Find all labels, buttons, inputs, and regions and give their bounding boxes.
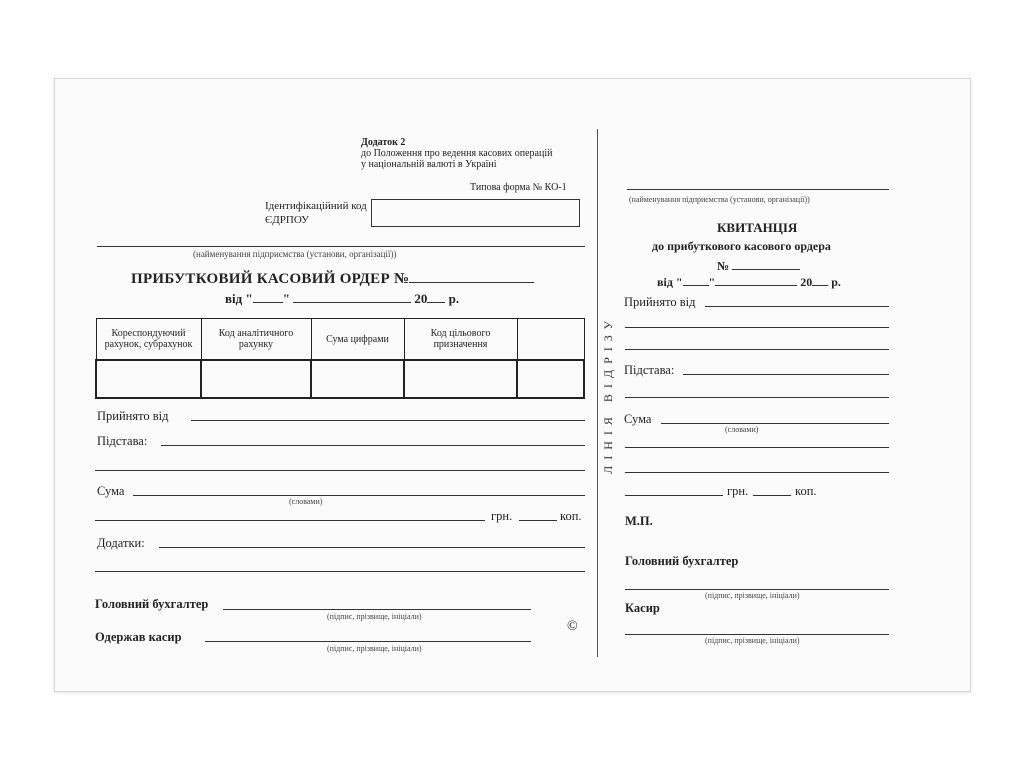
receipt-date-suffix: р.	[831, 275, 841, 289]
chief-accountant-sign-caption: (підпис, прізвище, ініціали)	[327, 612, 422, 621]
org-caption: (найменування підприємства (установи, організації))	[193, 249, 397, 259]
receipt-sum-in-words-caption: (словами)	[725, 425, 759, 434]
basis-line-2[interactable]	[95, 470, 585, 471]
receipt-org-caption: (найменування підприємства (установи, організації))	[629, 195, 810, 204]
sum-label: Сума	[97, 484, 125, 498]
table-header-cell: Кореспондуючий рахунок, субрахунок	[96, 319, 201, 361]
kop-label: коп.	[560, 509, 582, 523]
accounts-table	[95, 318, 585, 399]
receipt-number-row	[717, 259, 800, 274]
receipt-received-from-line[interactable]	[705, 306, 889, 307]
kop-field[interactable]	[519, 520, 557, 521]
date-suffix: р.	[448, 291, 460, 306]
receipt-date-month-field[interactable]	[715, 285, 797, 286]
date-month-field[interactable]	[293, 302, 411, 303]
receipt-cashier-sign-caption: (підпис, прізвище, ініціали)	[705, 636, 800, 645]
table-header-cell	[517, 319, 584, 361]
appendix-line-1: до Положення про ведення касових операцій	[361, 148, 553, 159]
date-mid: "	[282, 291, 290, 306]
receipt-received-line-2[interactable]	[625, 327, 889, 328]
receipt-basis-label: Підстава:	[624, 363, 675, 377]
table-cell[interactable]	[311, 360, 404, 398]
order-title	[131, 271, 534, 288]
receipt-date-row	[657, 275, 841, 290]
appendix-line-2: у національній валюті в Україні	[361, 159, 497, 170]
uah-label: грн.	[491, 509, 513, 523]
receipt-sum-label: Сума	[624, 412, 652, 426]
seal-mark: ©	[567, 619, 578, 634]
receipt-kop-label: коп.	[795, 484, 817, 498]
receipt-sum-line-3[interactable]	[625, 472, 889, 473]
date-day-field[interactable]	[253, 302, 283, 303]
appendix-title: Додаток 2	[361, 137, 406, 148]
cash-order-sheet	[54, 78, 971, 692]
appendix-note	[361, 137, 552, 170]
receipt-subtitle: до прибуткового касового ордера	[652, 239, 831, 253]
receipt-date-prefix: від "	[657, 275, 683, 289]
cut-line	[597, 129, 598, 657]
org-name-line[interactable]	[97, 246, 585, 247]
receipt-sum-line-2[interactable]	[625, 447, 889, 448]
receipt-basis-line-1[interactable]	[683, 374, 889, 375]
attachments-label: Додатки:	[97, 536, 145, 550]
receipt-uah-field[interactable]	[625, 495, 723, 496]
ident-code-box[interactable]	[371, 199, 580, 227]
table-header-cell: Код цільового призначення	[404, 319, 517, 361]
basis-label: Підстава:	[97, 434, 148, 448]
cut-line-label: ЛІНІЯ ВІДРІЗУ	[601, 315, 615, 474]
receipt-chief-sign-line[interactable]	[625, 589, 889, 590]
date-prefix: від "	[225, 291, 253, 306]
chief-accountant-sign-line[interactable]	[223, 609, 531, 610]
receipt-chief-sign-caption: (підпис, прізвище, ініціали)	[705, 591, 800, 600]
receipt-org-line[interactable]	[627, 189, 889, 190]
table-row	[96, 360, 584, 398]
table-header-row	[96, 319, 584, 361]
receipt-chief-accountant-label: Головний бухгалтер	[625, 554, 739, 568]
table-header-cell: Код аналітичного рахунку	[201, 319, 311, 361]
receipt-number-field[interactable]	[732, 269, 800, 270]
receipt-sum-line-1[interactable]	[661, 423, 889, 424]
receipt-basis-line-2[interactable]	[625, 397, 889, 398]
cashier-sign-line[interactable]	[205, 641, 531, 642]
date-year: 20	[414, 291, 428, 306]
table-cell[interactable]	[404, 360, 517, 398]
receipt-received-from-label: Прийнято від	[624, 295, 696, 309]
receipt-date-mid: "	[708, 275, 716, 289]
sum-in-words-caption: (словами)	[289, 497, 323, 506]
receipt-date-year-field[interactable]	[812, 285, 828, 286]
received-from-line[interactable]	[191, 420, 585, 421]
received-from-label: Прийнято від	[97, 409, 169, 423]
ident-code-label: Ідентифікаційний код ЄДРПОУ	[265, 200, 367, 226]
receipt-date-day-field[interactable]	[683, 285, 709, 286]
sum-words-line[interactable]	[133, 495, 585, 496]
cashier-received-label: Одержав касир	[95, 630, 182, 644]
receipt-kop-field[interactable]	[753, 495, 791, 496]
form-number: Типова форма № КО-1	[470, 182, 567, 193]
receipt-received-line-3[interactable]	[625, 349, 889, 350]
order-number-field[interactable]	[409, 282, 534, 283]
date-year-field[interactable]	[427, 302, 445, 303]
receipt-date-year: 20	[800, 275, 813, 289]
order-title-text: ПРИБУТКОВИЙ КАСОВИЙ ОРДЕР №	[131, 271, 410, 287]
attachments-line-2[interactable]	[95, 571, 585, 572]
table-cell[interactable]	[96, 360, 201, 398]
receipt-title: КВИТАНЦІЯ	[717, 220, 798, 235]
chief-accountant-label: Головний бухгалтер	[95, 597, 209, 611]
receipt-stamp-label: М.П.	[625, 514, 653, 528]
receipt-cashier-label: Касир	[625, 601, 660, 615]
basis-line-1[interactable]	[161, 445, 585, 446]
receipt-uah-label: грн.	[727, 484, 749, 498]
receipt-number-prefix: №	[717, 259, 730, 273]
table-cell[interactable]	[517, 360, 584, 398]
sum-line-2[interactable]	[95, 520, 485, 521]
cashier-sign-caption: (підпис, прізвище, ініціали)	[327, 644, 422, 653]
receipt-cashier-sign-line[interactable]	[625, 634, 889, 635]
attachments-line-1[interactable]	[159, 547, 585, 548]
table-cell[interactable]	[201, 360, 311, 398]
table-header-cell: Сума цифрами	[311, 319, 404, 361]
order-date-row	[225, 291, 459, 307]
